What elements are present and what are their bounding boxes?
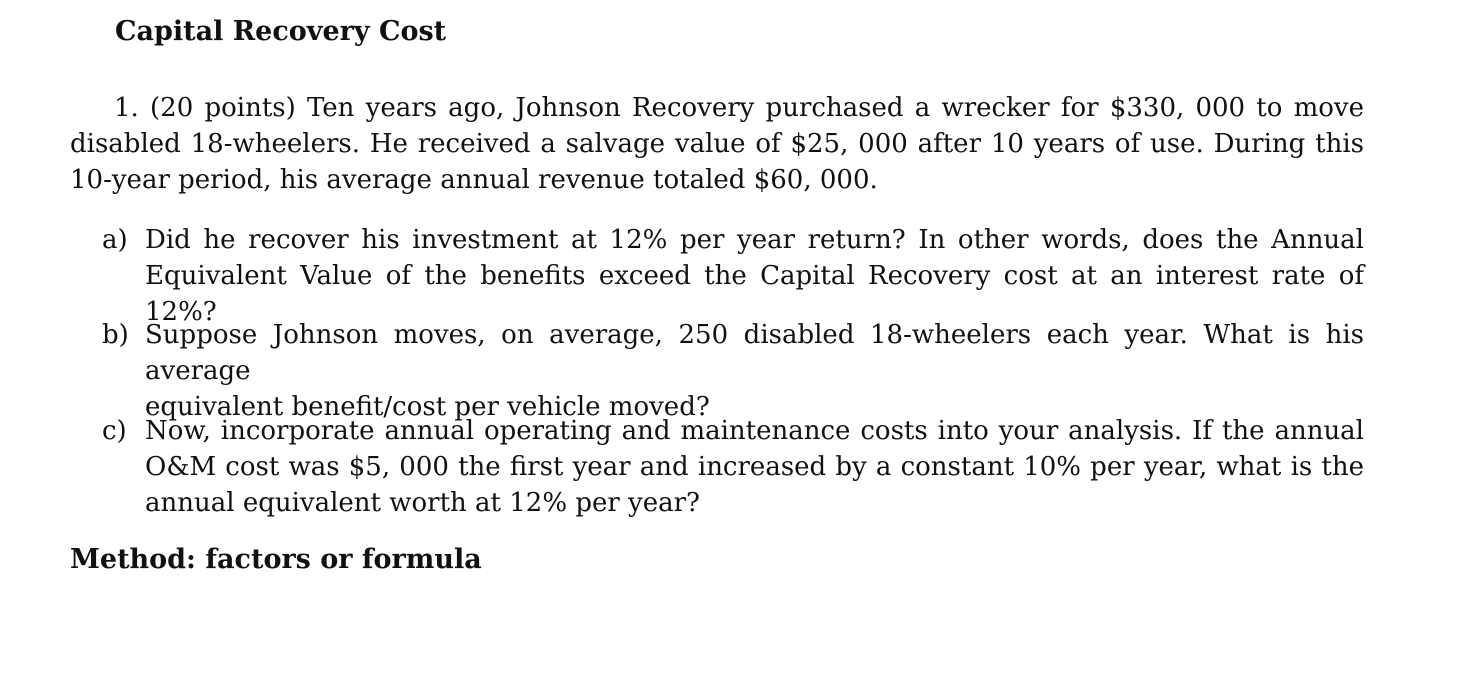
- part-a-line: Did he recover his investment at 12% per year return? In other words, does the Annual: [145, 225, 1364, 255]
- method-note: Method: factors or formula: [70, 544, 482, 575]
- part-b-line: equivalent benefit/cost per vehicle moved?: [145, 392, 710, 422]
- part-c: [102, 413, 1364, 521]
- part-c-line: O&M cost was $5, 000 the first year and increased by a constant 10% per year, what is the: [145, 452, 1364, 482]
- part-a: [102, 222, 1364, 330]
- part-b: [102, 317, 1364, 425]
- part-a-line: Equivalent Value of the benefits exceed the Capital Recovery cost at an interest rate of 12%?: [145, 261, 1364, 327]
- part-b-line: Suppose Johnson moves, on average, 250 disabled 18-wheelers each year. What is his average: [145, 320, 1364, 386]
- part-a-label: a): [102, 225, 128, 255]
- part-c-body: [145, 413, 1364, 521]
- problem-line: disabled 18-wheelers. He received a salvage value of $25, 000 after 10 years of use. During this: [70, 129, 1364, 159]
- part-c-line: Now, incorporate annual operating and maintenance costs into your analysis. If the annual: [145, 416, 1364, 446]
- part-c-line: annual equivalent worth at 12% per year?: [145, 488, 700, 518]
- problem-statement: [70, 90, 1364, 198]
- page-title: Capital Recovery Cost: [115, 16, 447, 47]
- problem-line: 10-year period, his average annual revenue totaled $60, 000.: [70, 165, 878, 195]
- part-a-body: [145, 222, 1364, 330]
- part-b-label: b): [102, 320, 129, 350]
- problem-line: 1. (20 points) Ten years ago, Johnson Recovery purchased a wrecker for $330, 000 to move: [114, 93, 1364, 123]
- part-b-body: [145, 317, 1364, 425]
- part-c-label: c): [102, 416, 127, 446]
